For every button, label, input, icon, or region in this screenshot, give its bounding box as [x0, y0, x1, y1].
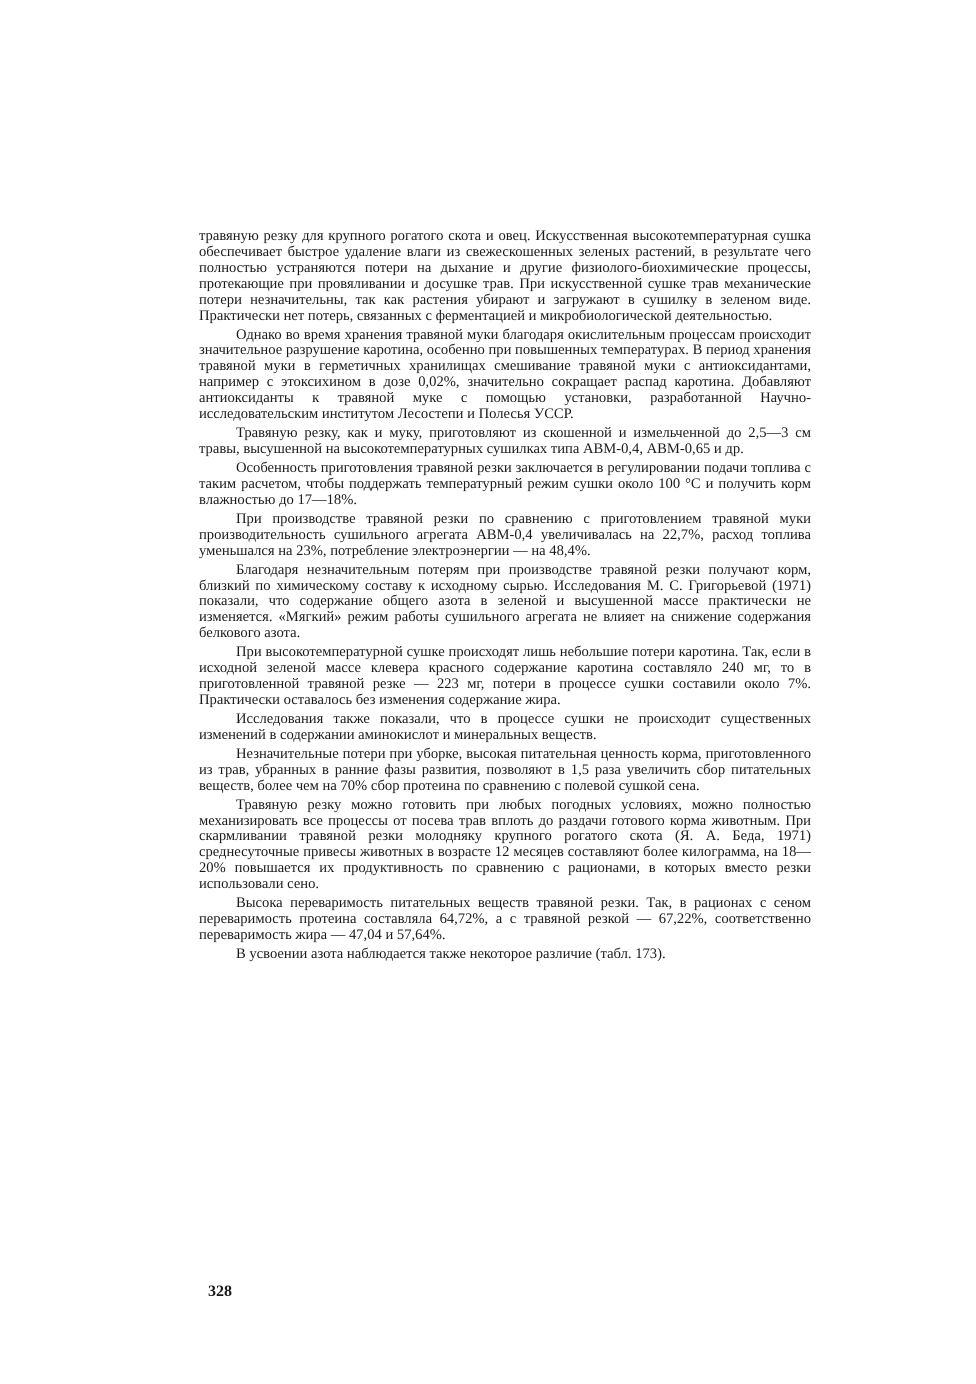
paragraph-11: Высока переваримость питательных веществ травяной резки. Так, в рационах с сеном переваримость протеина составляла 64,72%, а с травяной резкой — 67,22%, соответственно переваримость жира — 47,04 и 57,64%. — [199, 895, 811, 943]
paragraph-4: Особенность приготовления травяной резки заключается в регулировании подачи топлива с таким расчетом, чтобы поддержать температурный режим сушки около 100 °С и получить корм влажностью до 17—18%. — [199, 459, 811, 508]
body-text — [199, 229, 811, 966]
paragraph-2: Однако во время хранения травяной муки благодаря окислительным процессам происходит значительное разрушение каротина, особенно при повышенных температурах. В период хранения травяной муки в герметичных хранилищах смешивание травяной муки с антиоксидантами, например с этоксихином в дозе 0,02%, значительно сокращает распад каротина. Добавляют антиоксиданты к травяной муке с помощью установки, разработанной Научно-исследовательским институтом Лесостепи и Полесья УССР. — [199, 326, 811, 423]
paragraph-5: При производстве травяной резки по сравнению с приготовлением травяной муки производительность сушильного агрегата АВМ-0,4 увеличивалась на 22,7%, расход топлива уменьшался на 23%, потребление электроэнергии — на 48,4%. — [199, 510, 811, 559]
paragraph-6: Благодаря незначительным потерям при производстве травяной резки получают корм, близкий по химическому составу к исходному сырью. Исследования М. С. Григорьевой (1971) показали, что содержание общего азота в зеленой и высушенной массе практически не изменяется. «Мягкий» режим работы сушильного агрегата не влияет на снижение содержания белкового азота. — [199, 561, 811, 642]
paragraph-1: травяную резку для крупного рогатого скота и овец. Искусственная высокотемпературная сушка обеспечивает быстрое удаление влаги из свежескошенных зеленых растений, в результате чего полностью устраняются потери на дыхание и другие физиолого-биохимические процессы, протекающие при провяливании и досушке трав. При искусственной сушке трав механические потери незначительны, так как растения убирают и загружают в сушилку в зеленом виде. Практически нет потерь, связанных с ферментацией и микробиологической деятельностью. — [199, 228, 811, 324]
paragraph-10: Травяную резку можно готовить при любых погодных условиях, можно полностью механизировать все процессы от посева трав вплоть до раздачи готового корма животным. При скармливании травяной резки молодняку крупного рогатого скота (Я. А. Беда, 1971) среднесуточные привесы животных в возрасте 12 месяцев составляют более килограмма, на 18—20% повышается их продуктивность по сравнению с рационами, в которых вместо резки использовали сено. — [199, 796, 811, 893]
paragraph-8: Исследования также показали, что в процессе сушки не происходит существенных изменений в содержании аминокислот и минеральных веществ. — [199, 710, 811, 743]
paragraph-12: В усвоении азота наблюдается также некоторое различие (табл. 173). — [236, 946, 666, 962]
paragraph-9: Незначительные потери при уборке, высокая питательная ценность корма, приготовленного из трав, убранных в ранние фазы развития, позволяют в 1,5 раза увеличить сбор питательных веществ, более чем на 70% сбор протеина по сравнению с полевой сушкой сена. — [199, 745, 811, 794]
paragraph-3: Травяную резку, как и муку, приготовляют из скошенной и измельченной до 2,5—3 см травы, высушенной на высокотемпературных сушилках типа АВМ-0,4, АВМ-0,65 и др. — [199, 425, 811, 457]
page-number: 328 — [208, 1283, 232, 1300]
paragraph-7: При высокотемпературной сушке происходят лишь небольшие потери каротина. Так, если в исходной зеленой массе клевера красного содержание каротина составляло 240 мг, то в приготовленной травяной резке — 223 мг, потери в процессе сушки составили около 7%. Практически оставалось без изменения содержание жира. — [199, 644, 811, 708]
